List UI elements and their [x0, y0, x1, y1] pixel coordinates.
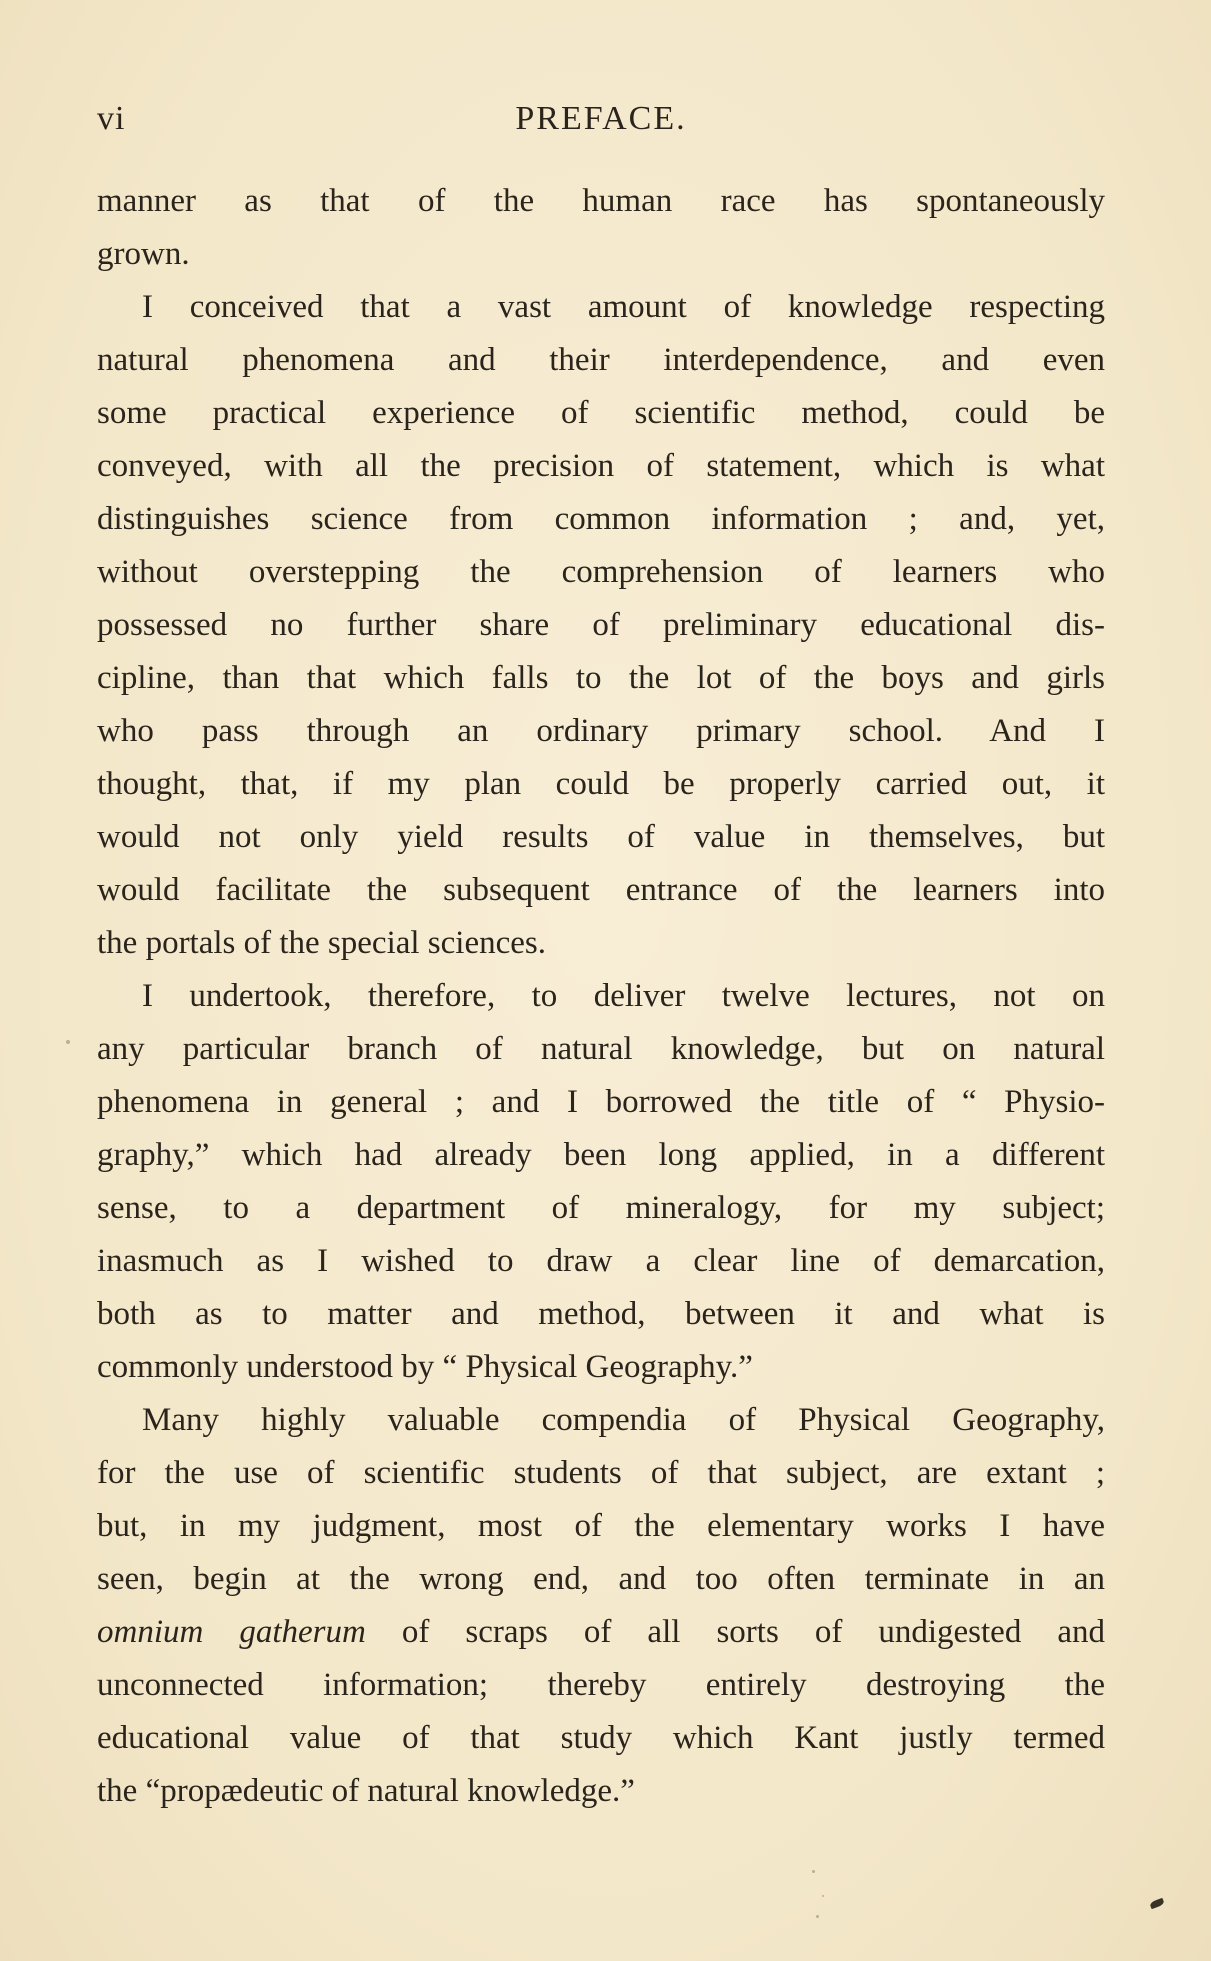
text-line: possessed no further share of preliminary educational dis- — [97, 607, 1105, 643]
text-line: some practical experience of scientific method, could be — [97, 395, 1105, 431]
text-run: of scraps of all sorts of undigested and — [365, 1614, 1105, 1650]
text-line: grown. — [97, 236, 190, 272]
ink-mark — [1149, 1898, 1165, 1909]
text-line: conveyed, with all the precision of statement, which is what — [97, 448, 1105, 484]
text-line: who pass through an ordinary primary school. And I — [97, 713, 1105, 749]
text-line: manner as that of the human race has spontaneously — [97, 183, 1105, 219]
text-line: the “propædeutic of natural knowledge.” — [97, 1773, 635, 1809]
text-line: without overstepping the comprehension of learners who — [97, 554, 1105, 590]
text-line: cipline, than that which falls to the lot of the boys and girls — [97, 660, 1105, 696]
paragraph-start-line: I undertook, therefore, to deliver twelve lectures, not on — [142, 978, 1105, 1014]
text-line: natural phenomena and their interdependence, and even — [97, 342, 1105, 378]
text-line: graphy,” which had already been long applied, in a different — [97, 1137, 1105, 1173]
text-line: sense, to a department of mineralogy, for my subject; — [97, 1190, 1105, 1226]
paper-speck — [812, 1870, 815, 1873]
paragraph-start-line: I conceived that a vast amount of knowledge respecting — [142, 289, 1105, 325]
text-line: thought, that, if my plan could be properly carried out, it — [97, 766, 1105, 802]
text-line: inasmuch as I wished to draw a clear line of demarcation, — [97, 1243, 1105, 1279]
paragraph-start-line: Many highly valuable compendia of Physical Geography, — [142, 1402, 1105, 1438]
paper-speck — [816, 1915, 819, 1918]
italic-phrase: omnium gatherum — [97, 1614, 366, 1650]
paper-speck — [66, 1040, 70, 1044]
preface-body — [97, 175, 1105, 1818]
text-line: phenomena in general ; and I borrowed the title of “ Physio- — [97, 1084, 1105, 1120]
text-line: for the use of scientific students of that subject, are extant ; — [97, 1455, 1105, 1491]
text-line: any particular branch of natural knowledge, but on natural — [97, 1031, 1105, 1067]
text-line: unconnected information; thereby entirely destroying the — [97, 1667, 1105, 1703]
text-line: would facilitate the subsequent entrance of the learners into — [97, 872, 1105, 908]
paper-speck — [822, 1895, 824, 1897]
text-line: seen, begin at the wrong end, and too often terminate in an — [97, 1561, 1105, 1597]
text-line-with-italic — [97, 1606, 1105, 1659]
text-line: distinguishes science from common information ; and, yet, — [97, 501, 1105, 537]
text-line: both as to matter and method, between it and what is — [97, 1296, 1105, 1332]
page-header — [97, 100, 1105, 150]
page-number: vi — [97, 100, 126, 137]
running-title: PREFACE. — [515, 100, 687, 137]
text-line: commonly understood by “ Physical Geography.” — [97, 1349, 753, 1385]
text-line: but, in my judgment, most of the elementary works I have — [97, 1508, 1105, 1544]
text-line: would not only yield results of value in themselves, but — [97, 819, 1105, 855]
text-line: the portals of the special sciences. — [97, 925, 546, 961]
text-line: educational value of that study which Kant justly termed — [97, 1720, 1105, 1756]
